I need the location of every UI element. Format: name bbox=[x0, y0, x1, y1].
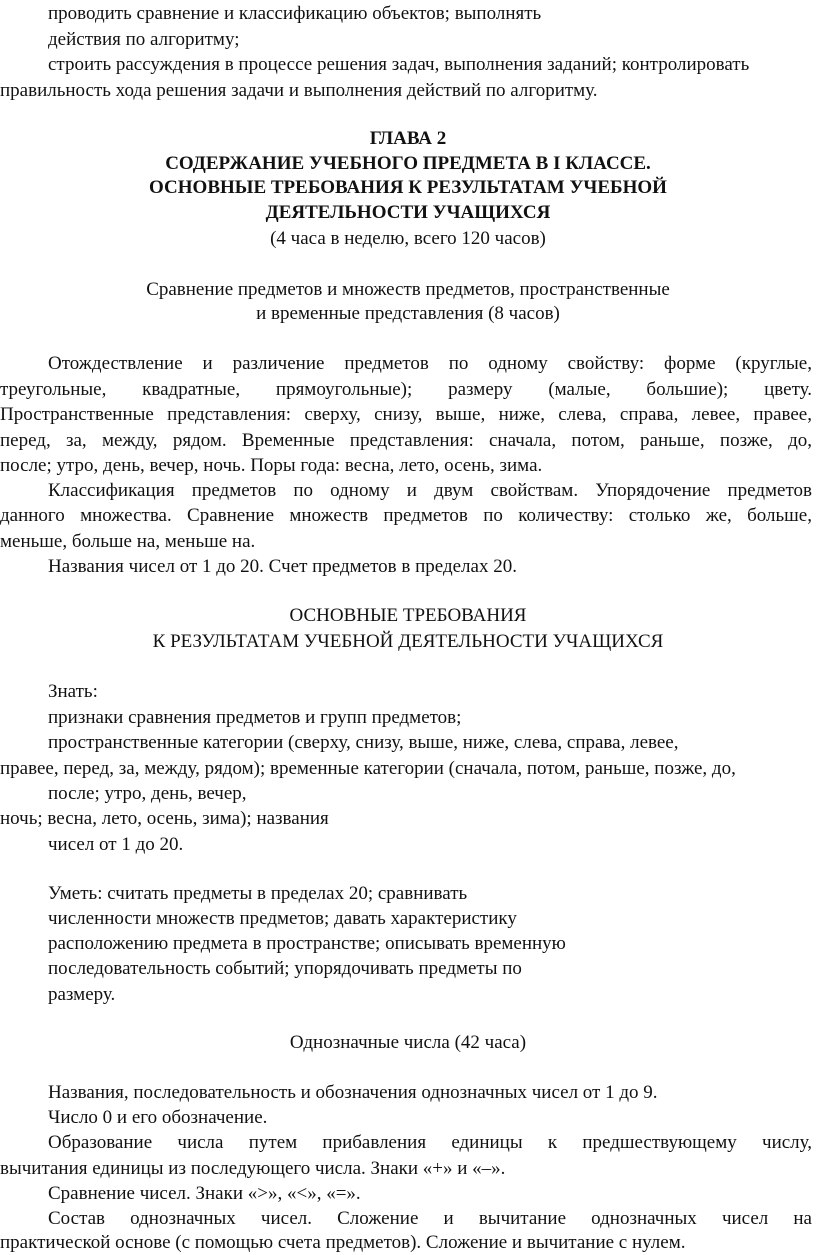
paragraph-line: меньше, больше на, меньше на. bbox=[0, 531, 256, 552]
paragraph-line: Названия, последовательность и обозначения однозначных чисел от 1 до 9. bbox=[48, 1082, 658, 1103]
paragraph-line: практической основе (с помощью счета предметов). Сложение и вычитание с нулем. bbox=[0, 1232, 686, 1253]
paragraph-line: вычитания единицы из последующего числа. Знаки «+» и «–». bbox=[0, 1158, 506, 1179]
chapter-hours: (4 часа в неделю, всего 120 часов) bbox=[270, 228, 546, 249]
paragraph-line: Сравнение чисел. Знаки «>», «<», «=». bbox=[48, 1183, 361, 1204]
paragraph-line: Отождествление и различение предметов по одному свойству: форме (круглые, bbox=[48, 353, 812, 374]
intro-line: строить рассуждения в процессе решения задач, выполнения заданий; контролировать bbox=[48, 54, 750, 75]
can-item: численности множеств предметов; давать характеристику bbox=[48, 908, 517, 929]
can-item: Уметь: считать предметы в пределах 20; сравнивать bbox=[48, 883, 468, 904]
intro-line: проводить сравнение и классификацию объектов; выполнять bbox=[48, 3, 542, 24]
chapter-title: ОСНОВНЫЕ ТРЕБОВАНИЯ К РЕЗУЛЬТАТАМ УЧЕБНОЙ bbox=[149, 177, 667, 198]
paragraph-line: Состав однозначных чисел. Сложение и вычитание однозначных чисел на bbox=[48, 1208, 812, 1229]
paragraph-line: Число 0 и его обозначение. bbox=[48, 1107, 268, 1128]
paragraph-line: после; утро, день, вечер, ночь. Поры года: весна, лето, осень, зима. bbox=[0, 455, 543, 476]
know-item: правее, перед, за, между, рядом); временные категории (сначала, потом, раньше, позже, до, bbox=[0, 758, 736, 779]
paragraph-line: Названия чисел от 1 до 20. Счет предметов в пределах 20. bbox=[48, 556, 517, 577]
chapter-title: СОДЕРЖАНИЕ УЧЕБНОГО ПРЕДМЕТА В I КЛАССЕ. bbox=[165, 153, 651, 174]
intro-line: действия по алгоритму; bbox=[48, 29, 240, 50]
can-item: последовательность событий; упорядочивать предметы по bbox=[48, 958, 522, 979]
know-item: признаки сравнения предметов и групп предметов; bbox=[48, 707, 462, 728]
can-item: размеру. bbox=[48, 984, 116, 1005]
paragraph-line: треугольные, квадратные, прямоугольные); размеру (малые, большие); цвету. bbox=[0, 379, 812, 400]
paragraph-line: Классификация предметов по одному и двум свойствам. Упорядочение предметов bbox=[48, 480, 812, 501]
know-label: Знать: bbox=[48, 681, 98, 702]
section-title: Однозначные числа (42 часа) bbox=[289, 1032, 527, 1053]
chapter-title: ДЕЯТЕЛЬНОСТИ УЧАЩИХСЯ bbox=[265, 202, 551, 223]
section-title: и временные представления (8 часов) bbox=[256, 303, 560, 324]
chapter-number: ГЛАВА 2 bbox=[369, 128, 447, 149]
know-item: чисел от 1 до 20. bbox=[48, 834, 184, 855]
paragraph-line: Образование числа путем прибавления единицы к предшествующему числу, bbox=[48, 1132, 812, 1153]
intro-line: правильность хода решения задачи и выполнения действий по алгоритму. bbox=[0, 80, 598, 101]
requirements-title: ОСНОВНЫЕ ТРЕБОВАНИЯ bbox=[289, 605, 527, 626]
section-title: Сравнение предметов и множеств предметов, пространственные bbox=[146, 279, 670, 300]
paragraph-line: перед, за, между, рядом. Временные представления: сначала, потом, раньше, позже, до, bbox=[0, 430, 812, 451]
paragraph-line: данного множества. Сравнение множеств предметов по количеству: столько же, больше, bbox=[0, 505, 812, 526]
know-item: после; утро, день, вечер, bbox=[48, 783, 247, 804]
can-item: расположению предмета в пространстве; описывать временную bbox=[48, 933, 566, 954]
paragraph-line: Пространственные представления: сверху, снизу, выше, ниже, слева, справа, левее, правее, bbox=[0, 404, 812, 425]
requirements-title: К РЕЗУЛЬТАТАМ УЧЕБНОЙ ДЕЯТЕЛЬНОСТИ УЧАЩИХСЯ bbox=[152, 631, 664, 652]
know-item: ночь; весна, лето, осень, зима); названия bbox=[0, 808, 329, 829]
know-item: пространственные категории (сверху, снизу, выше, ниже, слева, справа, левее, bbox=[48, 732, 679, 753]
